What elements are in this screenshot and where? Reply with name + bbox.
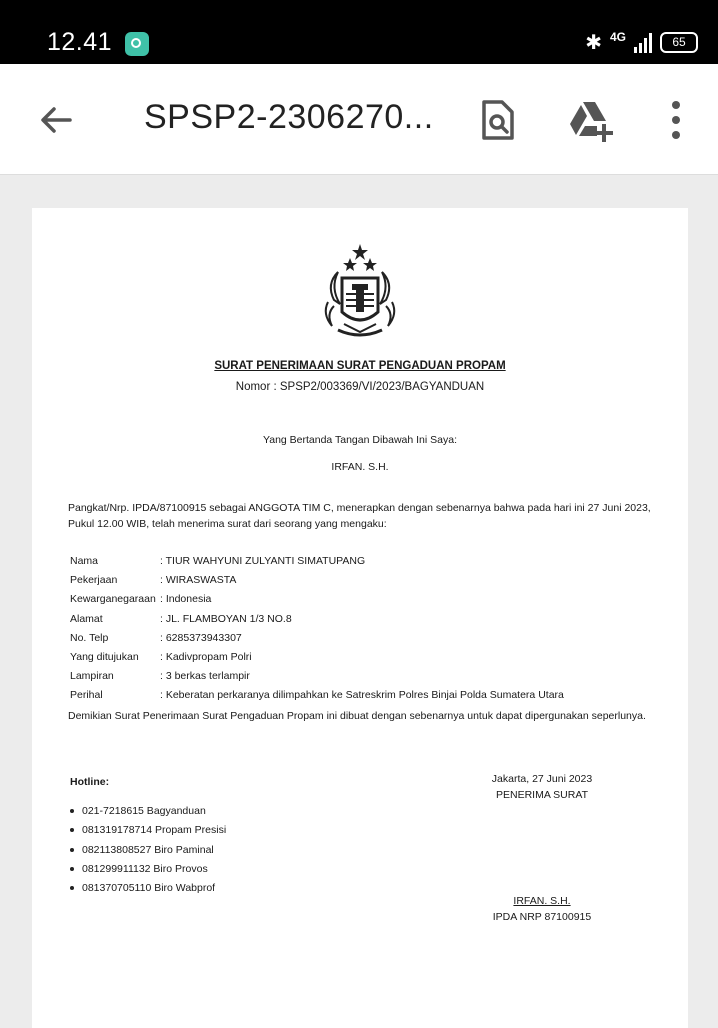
hotline-item: 081319178714 Propam Presisi [70,824,226,843]
detail-label: Yang ditujukan [70,650,139,663]
detail-label: Perihal [70,689,103,702]
detail-value: : Kadivpropam Polri [160,650,252,663]
more-options-icon[interactable] [660,96,692,144]
hotline-heading: Hotline: [70,776,110,788]
detail-value: : Indonesia [160,593,212,606]
hotline-list [70,805,226,901]
status-indicators [585,30,698,55]
complainant-details [70,555,564,709]
signature-date: Jakarta, 27 Juni 2023 [491,773,593,785]
hotline-item: 081370705110 Biro Wabprof [70,882,226,901]
detail-value: : 3 berkas terlampir [160,670,250,683]
signal-icon [634,33,652,53]
hotline-item: 082113808527 Biro Paminal [70,844,226,863]
detail-value: : TIUR WAHYUNI ZULYANTI SIMATUPANG [160,555,366,567]
detail-row [70,632,564,651]
police-emblem-logo [312,242,408,342]
add-to-drive-icon[interactable] [566,96,614,144]
hotline-item: 021-7218615 Bagyanduan [70,805,226,824]
detail-label: Kewarganegaraan [70,593,156,606]
closing-statement: Demikian Surat Penerimaan Surat Pengaduan Propam ini dibuat dengan sebenarnya untuk dapat dipergunakan seperlunya. [68,710,646,722]
find-in-page-icon[interactable] [474,96,522,144]
detail-row [70,689,564,708]
back-arrow-icon[interactable] [34,98,78,142]
document-page[interactable] [32,208,688,1028]
detail-row [70,555,564,574]
app-bar [0,64,718,175]
signature-name-text: IRFAN. S.H. [513,895,571,907]
detail-row [70,651,564,670]
letter-title-text: SURAT PENERIMAAN SURAT PENGADUAN PROPAM [214,360,506,372]
network-type: 4G [609,29,626,44]
letter-number: Nomor : SPSP2/003369/VI/2023/BAGYANDUAN [235,381,485,393]
intro-line: Yang Bertanda Tangan Dibawah Ini Saya: [263,434,457,446]
status-time: 12.41 [47,28,113,56]
detail-label: Lampiran [70,670,114,683]
detail-row [70,593,564,612]
app-notification-icon [125,32,149,56]
letter-title [32,360,688,372]
detail-value: : JL. FLAMBOYAN 1/3 NO.8 [160,612,292,625]
hotline-item: 081299911132 Biro Provos [70,863,226,882]
detail-row [70,574,564,593]
officer-name: IRFAN. S.H. [331,461,389,473]
battery-indicator: 65 [660,32,698,53]
document-title: SPSP2-2306270... [144,98,434,136]
statement-paragraph: Pangkat/Nrp. IPDA/87100915 sebagai ANGGOTA TIM C, menerapkan dengan sebenarnya bahwa pada hari ini 27 Juni 2023, Pukul 12.00 WIB, telah menerima surat dari seorang yang mengaku: [68,502,651,530]
signature-role: PENERIMA SURAT [496,789,588,801]
status-bar [0,0,718,64]
detail-label: Pekerjaan [70,574,118,587]
signature-nrp: IPDA NRP 87100915 [492,911,592,923]
detail-value: : 6285373943307 [160,631,242,644]
detail-value: : Keberatan perkaranya dilimpahkan ke Satreskrim Polres Binjai Polda Sumatera Utara [160,689,564,702]
detail-row [70,613,564,632]
detail-value: : WIRASWASTA [160,574,237,587]
bluetooth-icon: ✱ [585,32,602,54]
detail-label: No. Telp [70,631,109,644]
detail-label: Alamat [70,612,103,625]
detail-label: Nama [70,555,99,567]
signature-name [472,895,612,907]
detail-row [70,670,564,689]
